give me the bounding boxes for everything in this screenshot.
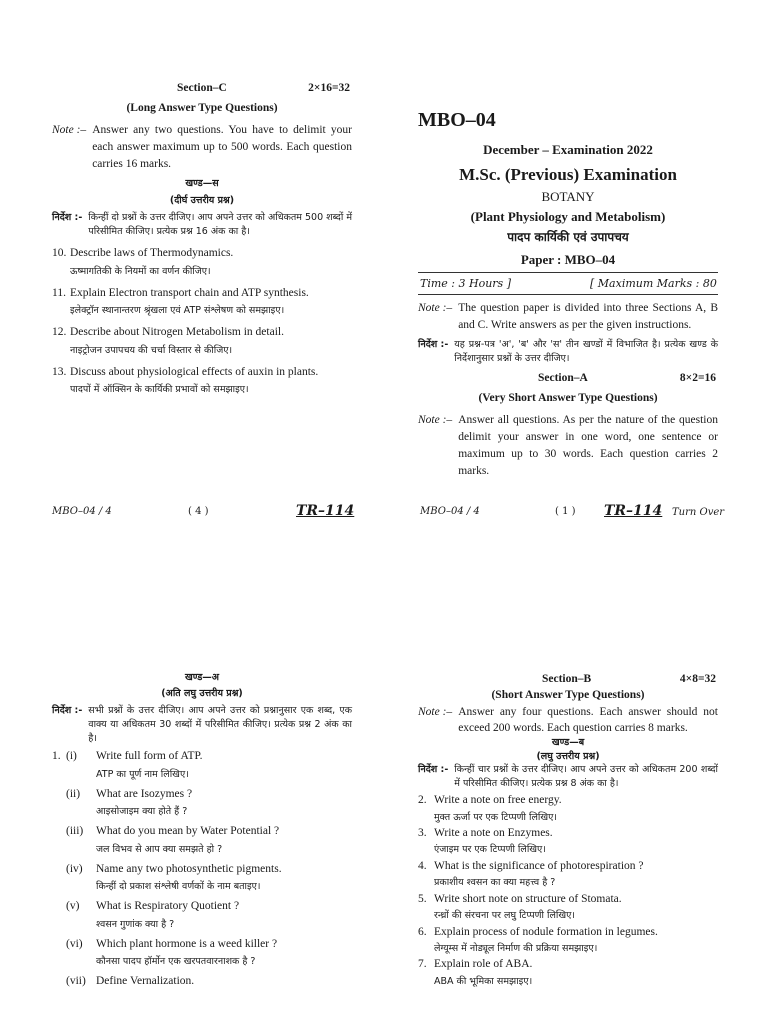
page-4 (52, 80, 352, 403)
hindi-khand-s: खण्ड—स (185, 178, 219, 190)
question-text-hindi: नाइट्रोजन उपापचय की चर्चा विस्तार से कीजिए। (70, 344, 233, 356)
note-text: Answer any four questions. Each answer should not exceed 200 words. Each question carries 8 marks. (458, 705, 718, 734)
sub-question-number: (i) (66, 750, 77, 763)
question-text: Explain process of nodule formation in legumes. (434, 925, 658, 938)
section-c-label: Section–C (177, 82, 227, 94)
question-text: Discuss about physiological effects of auxin in plants. (70, 365, 319, 378)
section-b-note (418, 704, 718, 737)
sub-question-text-hindi: आइसोजाइम क्या होते हैं ? (96, 806, 188, 817)
sub-question-text: Which plant hormone is a weed killer ? (96, 937, 278, 950)
page-1-footer-tr: TR–114 (604, 503, 663, 519)
paper-number: Paper : MBO–04 (520, 252, 616, 267)
sub-question (52, 898, 352, 932)
time-label: Time : 3 Hours ] (420, 277, 511, 290)
hindi-note-label: निर्देश :- (52, 704, 83, 716)
question-item (418, 956, 718, 988)
paper-code: MBO–04 (418, 109, 496, 131)
hindi-note-label: निर्देश :- (418, 338, 449, 350)
question-text: Write a note on free energy. (434, 794, 562, 807)
sub-question (52, 823, 352, 857)
divider-top (418, 272, 718, 273)
question-number: 13. (52, 365, 67, 378)
question-item (418, 858, 718, 890)
question-number: 5. (418, 892, 427, 905)
hindi-note (52, 704, 352, 747)
max-marks-label: [ Maximum Marks : 80 (590, 277, 717, 290)
paper-title-hindi: पादप कार्यिकी एवं उपापचय (507, 230, 629, 244)
page-1-body (418, 300, 718, 481)
question-item (418, 891, 718, 923)
question-number: 3. (418, 827, 427, 840)
question-number: 11. (52, 286, 66, 299)
section-b-header (418, 671, 718, 687)
section-a-label: Section–A (538, 372, 588, 384)
question-text-hindi: ऊष्मागतिकी के नियमों का वर्णन कीजिए। (70, 265, 211, 277)
question-text: Explain Electron transport chain and ATP synthesis. (70, 286, 309, 299)
question-text-hindi: रन्ध्रों की संरचना पर लघु टिप्पणी लिखिए। (434, 910, 575, 922)
note-label: Note :– (418, 413, 453, 426)
section-a-marks: 8×2=16 (679, 372, 716, 384)
question-item (418, 825, 718, 857)
question-text-hindi: मुक्त ऊर्जा पर एक टिप्पणी लिखिए। (434, 811, 557, 823)
hindi-note-text: किन्हीं दो प्रश्नों के उत्तर दीजिए। आप अपने उत्तर को अधिकतम 500 शब्दों में परिसीमित कीजिए। प्रत्येक प्रश्न 16 अंक का है। (88, 211, 352, 237)
section-c-type: (Long Answer Type Questions) (126, 102, 278, 115)
hindi-note-text: सभी प्रश्नों के उत्तर दीजिए। आप अपने उत्तर को प्रश्नानुसार एक शब्द, एक वाक्य या अधिकतम 30 शब्दों में परिसीमित कीजिए। प्रत्येक प्रश्न 2 अंक का है। (88, 704, 352, 744)
section-b-type: (Short Answer Type Questions) (491, 689, 645, 702)
general-note (418, 300, 718, 335)
degree-title: M.Sc. (Previous) Examination (459, 164, 677, 184)
question-text: Write short note on structure of Stomata. (434, 892, 622, 905)
sub-question (52, 936, 352, 970)
hindi-khand-b: खण्ड—ब (551, 737, 585, 749)
section-b-label: Section–B (542, 673, 592, 685)
sub-question-text-hindi: किन्हीं दो प्रकाश संश्लेषी वर्णकों के नाम बताइए। (96, 881, 261, 892)
hindi-type: (अति लघु उत्तरीय प्रश्न) (161, 688, 243, 700)
section-a-note (418, 412, 718, 481)
sub-question-text: What do you mean by Water Potential ? (96, 825, 280, 838)
question-text-hindi: प्रकाशीय श्वसन का क्या महत्त्व है ? (434, 877, 556, 889)
sub-question-text: What are Isozymes ? (96, 787, 193, 800)
note-text: Answer all questions. As per the nature of the question delimit your answer in one word, one sentence or maximum up to 30 words. Each question carries 2 marks. (458, 413, 718, 478)
hindi-khand-a: खण्ड—अ (184, 672, 220, 683)
question-item (418, 924, 718, 956)
sub-question-text: Write full form of ATP. (96, 750, 203, 763)
question-number: 12. (52, 326, 67, 339)
section-b-marks: 4×8=32 (679, 673, 716, 685)
question-text-hindi: पादपों में ऑक्सिन के कार्यिकी प्रभावों को समझाइए। (70, 384, 249, 395)
question-text-hindi: ABA की भूमिका समझाइए। (434, 975, 533, 987)
hindi-type: (लघु उत्तरीय प्रश्न) (536, 750, 600, 762)
sub-question-text-hindi: जल विभव से आप क्या समझते हो ? (96, 843, 223, 855)
page-1-footer-page: ( 1 ) (555, 506, 576, 517)
page-4-footer-page: ( 4 ) (188, 506, 209, 517)
question-text-hindi: लेग्यूम्स में नोड्यूल निर्माण की प्रक्रिया समझाइए। (434, 942, 598, 954)
note-label: Note :– (418, 302, 453, 314)
sub-question-number: (vii) (66, 975, 86, 988)
question-1-number: 1. (52, 750, 61, 763)
page-3 (418, 671, 718, 989)
question-text: Describe laws of Thermodynamics. (70, 247, 234, 260)
question-item (418, 792, 718, 824)
hindi-type: (दीर्घ उत्तरीय प्रश्न) (169, 194, 235, 206)
hindi-note-label: निर्देश :- (52, 211, 83, 223)
page-4-footer-tr: TR–114 (296, 503, 355, 519)
question-text: Write a note on Enzymes. (434, 827, 553, 840)
hindi-note-text: यह प्रश्न-पत्र 'अ', 'ब' और 'स' तीन खण्डों में विभाजित है। प्रत्येक खण्ड के निर्देशानुसार प्रश्नों के उत्तर दीजिए। (454, 338, 718, 364)
sub-question-number: (iv) (66, 862, 83, 875)
page-4-footer-code: MBO–04 / 4 (52, 506, 112, 517)
sub-question (52, 861, 352, 895)
sub-question-number: (iii) (66, 825, 84, 838)
question-list (52, 245, 352, 397)
section-a-header (418, 370, 718, 387)
section-c-note (52, 122, 352, 174)
general-note-hindi (418, 338, 718, 367)
note-text: The question paper is divided into three Sections A, B and C. Write answers as per the given instructions. (458, 302, 718, 332)
note-label: Note :– (52, 123, 87, 136)
section-c-marks: 2×16=32 (308, 82, 350, 94)
section-a-type: (Very Short Answer Type Questions) (478, 392, 658, 405)
section-c-header (52, 80, 352, 97)
question-number: 10. (52, 247, 67, 260)
page-1-footer-code: MBO–04 / 4 (420, 506, 480, 517)
question-item (52, 324, 352, 358)
question-number: 4. (418, 859, 427, 872)
sub-question-number: (vi) (66, 937, 83, 950)
question-text-hindi: एंजाइम पर एक टिप्पणी लिखिए। (434, 844, 546, 856)
question-text: Explain role of ABA. (434, 958, 533, 971)
hindi-note-label: निर्देश :- (418, 764, 449, 776)
sub-question-number: (v) (66, 900, 80, 913)
sub-question-text: Define Vernalization. (96, 975, 195, 988)
question-item (52, 364, 352, 398)
sub-question (52, 973, 352, 990)
sub-question-text: What is Respiratory Quotient ? (96, 900, 240, 913)
question-1-items (52, 748, 352, 990)
sub-question-number: (ii) (66, 787, 81, 800)
question-text-hindi: इलेक्ट्रॉन स्थानान्तरण श्रृंखला एवं ATP संश्लेषण को समझाइए। (70, 305, 285, 316)
question-number: 6. (418, 925, 427, 938)
sub-question-text-hindi: ATP का पूर्ण नाम लिखिए। (96, 768, 189, 780)
note-label: Note :– (418, 705, 453, 718)
question-text: What is the significance of photorespiration ? (434, 859, 644, 872)
question-number: 7. (418, 958, 427, 971)
question-item (52, 285, 352, 319)
sub-question (52, 748, 352, 782)
page-1 (418, 108, 718, 270)
question-text: Describe about Nitrogen Metabolism in detail. (70, 326, 284, 339)
sub-question-text: Name any two photosynthetic pigments. (96, 862, 282, 875)
sub-question (52, 786, 352, 820)
paper-title: (Plant Physiology and Metabolism) (470, 208, 666, 224)
question-number: 2. (418, 794, 427, 807)
sub-question-text-hindi: श्वसन गुणांक क्या है ? (96, 918, 175, 930)
sub-question-text-hindi: कौनसा पादप हॉर्मोन एक खरपतवारनाशक है ? (96, 956, 256, 967)
exam-line: December – Examination 2022 (483, 142, 653, 157)
hindi-note (418, 763, 718, 790)
subject: BOTANY (541, 189, 595, 204)
turn-over: Turn Over (672, 507, 725, 518)
hindi-note-text: किन्हीं चार प्रश्नों के उत्तर दीजिए। आप अपने उत्तर को अधिकतम 200 शब्दों में परिसीमित कीजिए। प्रत्येक प्रश्न 8 अंक का है। (454, 764, 718, 789)
question-1 (52, 748, 352, 990)
note-text: Answer any two questions. You have to delimit your each answer maximum up to 500 words. Each question carries 16 marks. (92, 123, 352, 170)
page-2 (52, 671, 352, 995)
divider-bottom (418, 294, 718, 295)
question-item (52, 245, 352, 279)
question-list (418, 792, 718, 988)
hindi-note (52, 211, 352, 240)
